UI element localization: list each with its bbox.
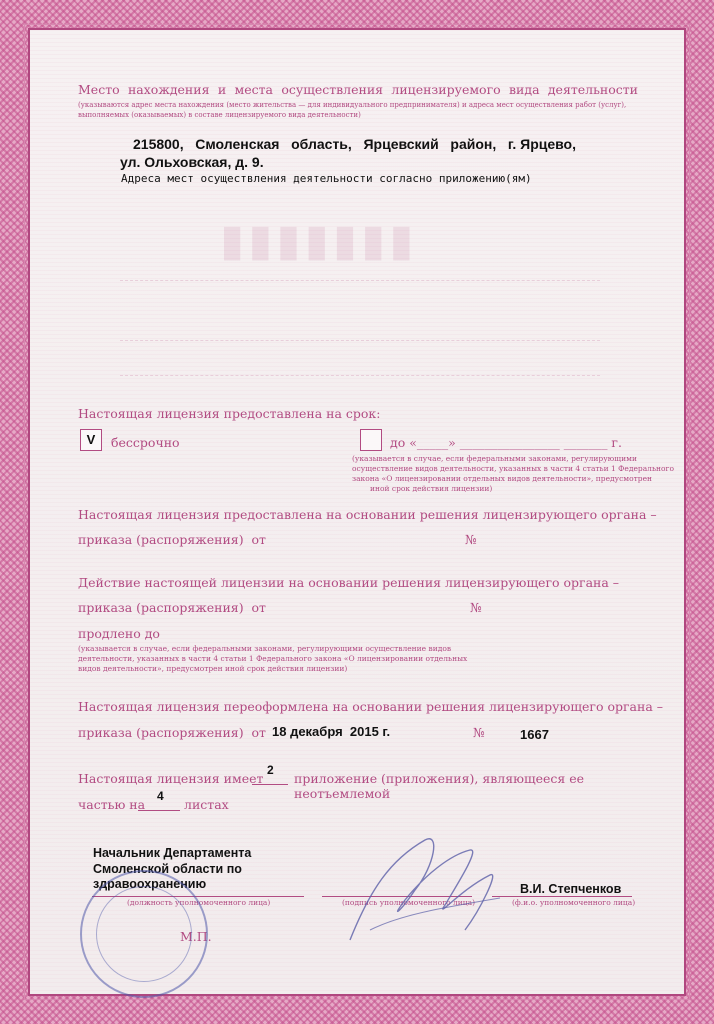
until-note: иной срок действия лицензии) [370, 484, 493, 493]
official-seal [80, 870, 208, 998]
extension-number-label: № [470, 600, 482, 615]
extension-line-2: приказа (распоряжения) от [78, 600, 266, 615]
appendix-count: 2 [267, 763, 274, 777]
sheets-count: 4 [157, 789, 164, 803]
location-heading: Место нахождения и места осуществления лицензируемого вида деятельности [78, 82, 638, 97]
watermark-line [120, 375, 600, 376]
extension-note: (указывается в случае, если федеральными законами, регулирующими осуществление видов [78, 644, 452, 653]
appendices-prefix: Настоящая лицензия имеет [78, 771, 264, 786]
position-line: Смоленской области по [93, 861, 242, 876]
document-frame [28, 28, 686, 996]
reissue-line-2: приказа (распоряжения) от [78, 725, 266, 740]
until-note: осуществление видов деятельности, указанных в части 4 статьи 1 Федерального [352, 464, 674, 473]
location-note: (указываются адрес места нахождения (место жительства — для индивидуального предпринимателя) и адреса мест осуществления работ (услуг), [78, 101, 627, 109]
indefinite-checkbox: V [80, 429, 102, 451]
until-note: (указывается в случае, если федеральными законами, регулирующими [352, 454, 637, 463]
extension-note: видов деятельности», предусмотрен иной срок действия лицензии) [78, 664, 348, 673]
reissue-date: 18 декабря 2015 г. [272, 724, 391, 739]
until-label: до «_____» ________________ _______ г. [390, 435, 622, 450]
address-line-2: ул. Ольховская, д. 9. [120, 154, 264, 170]
reissue-number: 1667 [520, 727, 549, 742]
basis-line-2: приказа (распоряжения) от [78, 532, 266, 547]
sheets-count-line [138, 810, 180, 811]
extension-note: деятельности, указанных в части 4 статьи 1 Федерального закона «О лицензировании отдельных [78, 654, 468, 663]
indefinite-label: бессрочно [111, 435, 180, 450]
appendix-count-line [252, 784, 288, 785]
basis-line-1: Настоящая лицензия предоставлена на основании решения лицензирующего органа – [78, 507, 657, 522]
name-caption: (ф.и.о. уполномоченного лица) [512, 898, 636, 907]
until-note: закона «О лицензировании отдельных видов деятельности», предусмотрен [352, 474, 653, 483]
position-line: здравоохранению [93, 877, 207, 891]
appendix-addresses: Адреса мест осуществления деятельности согласно приложению(ям) [121, 172, 532, 185]
reissue-line-1: Настоящая лицензия переоформлена на основании решения лицензирующего органа – [78, 699, 664, 714]
term-heading: Настоящая лицензия предоставлена на срок: [78, 406, 381, 421]
reissue-number-label: № [473, 725, 485, 740]
position-line: Начальник Департамента [93, 846, 252, 860]
address-line-1: 215800, Смоленская область, Ярцевский район, г. Ярцево, [133, 136, 576, 152]
basis-number-label: № [465, 532, 477, 547]
signature-caption: (подпись уполномоченного лица) [342, 898, 476, 907]
location-note: выполняемых (оказываемых) в составе лицензируемого вида деятельности) [78, 111, 361, 119]
signatory-name: В.И. Степченков [520, 882, 622, 896]
sheets-suffix: листах [184, 797, 229, 812]
watermark-line [120, 340, 600, 341]
watermark-line [120, 280, 600, 281]
seal-label: М.П. [180, 929, 212, 944]
watermark-ghost: ▮▮▮▮▮▮▮ [220, 215, 418, 266]
until-checkbox [360, 429, 382, 451]
sheets-prefix: частью на [78, 797, 146, 812]
extension-line-1: Действие настоящей лицензии на основании решения лицензирующего органа – [78, 575, 620, 590]
appendices-suffix: приложение (приложения), являющееся ее неотъемлемой [294, 771, 585, 801]
signature-scribble [330, 820, 520, 960]
extended-label: продлено до [78, 626, 160, 641]
position-caption: (должность уполномоченного лица) [127, 898, 271, 907]
